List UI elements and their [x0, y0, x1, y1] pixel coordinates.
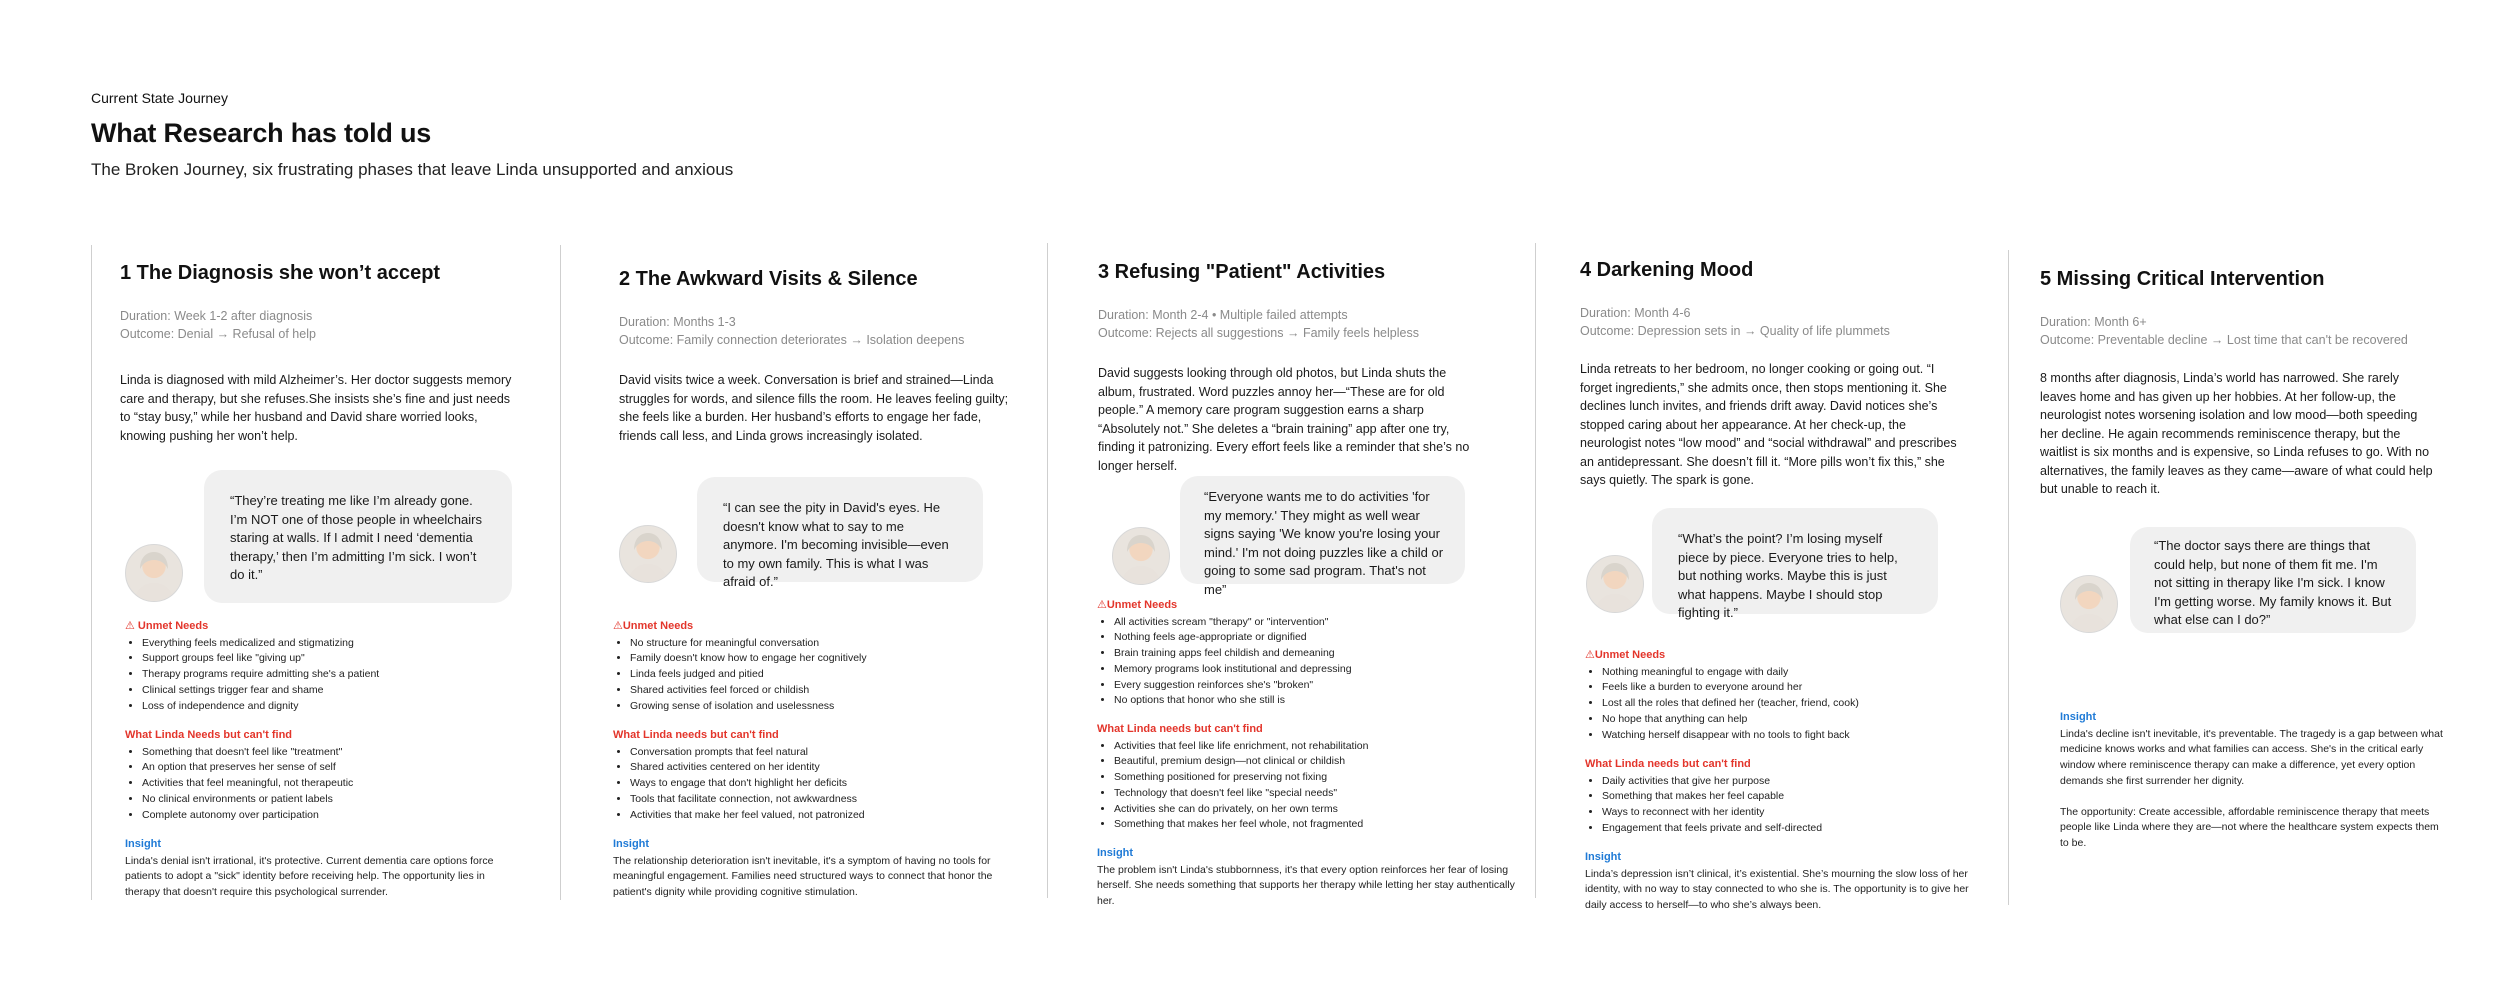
unmet-needs	[613, 619, 1013, 714]
linda-avatar	[619, 525, 677, 583]
insight-heading: Insight	[1585, 851, 1622, 863]
unmet-needs	[125, 619, 525, 714]
list-item: • Nothing feels age-appropriate or dignified	[1114, 630, 1497, 646]
list-item: • Conversation prompts that feel natural	[630, 745, 1013, 761]
phase-outcome: Outcome: Family connection deteriorates → Isolation deepens	[619, 333, 965, 347]
list-item: • Family doesn't know how to engage her cognitively	[630, 651, 1013, 667]
unmet-needs-heading: ⚠Unmet Needs	[1097, 599, 1178, 611]
page-title: What Research has told us	[91, 118, 432, 148]
list-item: • No options that honor who she still is	[1114, 693, 1497, 709]
unmet-needs-heading: ⚠Unmet Needs	[1585, 649, 1666, 661]
column-divider	[91, 245, 92, 900]
list-item: • Tools that facilitate connection, not awkwardness	[630, 792, 1013, 808]
linda-avatar	[125, 544, 183, 602]
list-item: • Growing sense of isolation and uselessness	[630, 699, 1013, 715]
list-item: • Something that makes her feel capable	[1602, 789, 1985, 805]
insight-text: Linda's decline isn't inevitable, it's preventable. The tragedy is a gap between what medicine knows works and what families can access. She's in the critical early window where reminiscence therapy can make a difference, yet every option demands she first surrender her dignity.	[2060, 727, 2443, 787]
insight-heading: Insight	[1097, 847, 1134, 859]
phase-outcome: Outcome: Denial → Refusal of help	[120, 327, 316, 341]
phase-outcome: Outcome: Depression sets in → Quality of life plummets	[1580, 324, 1890, 338]
list-item: • Activities that feel like life enrichment, not rehabilitation	[1114, 739, 1497, 755]
phase-duration: Duration: Week 1-2 after diagnosis	[120, 309, 313, 323]
phase-narrative: 8 months after diagnosis, Linda’s world has narrowed. She rarely leaves home and has given up her hobbies. At her follow-up, the neurologist notes worsening isolation and low mood—both speeding her decline. He again recommends reminiscence therapy, but the waitlist is six months and is expensive, so Linda refuses to go. With no alternatives, the family leaves as they came—aware of what could help but unable to reach it.	[2040, 371, 2433, 496]
phase-title: 3 Refusing "Patient" Activities	[1098, 261, 1386, 283]
phase-duration: Duration: Month 2-4 • Multiple failed attempts	[1098, 308, 1348, 322]
list-item: • Something that makes her feel whole, not fragmented	[1114, 817, 1497, 833]
insight-text: The problem isn't Linda's stubbornness, it's that every option reinforces her fear of losing herself. She needs something that supports her therapy while letting her stay authentically her.	[1097, 863, 1515, 908]
insight	[125, 837, 500, 901]
phase-narrative: Linda is diagnosed with mild Alzheimer’s. Her doctor suggests memory care and therapy, but she refuses.She insists she’s fine and just needs to “stay busy,” while her husband and David share worried looks, knowing pushing her won’t help.	[120, 373, 512, 443]
phase-narrative: David visits twice a week. Conversation is brief and strained—Linda struggles for words, and silence fills the room. He leaves feeling guilty; she feels like a burden. Her husband’s efforts to engage her fade, friends call less, and Linda grows increasingly isolated.	[619, 373, 1009, 443]
phase-duration: Duration: Month 4-6	[1580, 306, 1691, 320]
needs-cant-find-heading: What Linda needs but can't find	[1585, 758, 1751, 770]
insight-heading: Insight	[613, 838, 650, 850]
needs-cant-find-heading: What Linda Needs but can't find	[125, 729, 293, 741]
linda-quote: “What’s the point? I’m losing myself piece by piece. Everyone tries to help, but nothing works. Maybe this is just what happens. Maybe I should stop fighting it.”	[1652, 508, 1938, 614]
phase-duration: Duration: Month 6+	[2040, 315, 2147, 329]
needs-cant-find-heading: What Linda needs but can't find	[613, 729, 779, 741]
needs-cant-find-heading: What Linda needs but can't find	[1097, 723, 1263, 735]
column-divider	[560, 245, 561, 900]
phase-title: 5 Missing Critical Intervention	[2040, 268, 2325, 290]
insight	[2060, 710, 2445, 852]
list-item: • Ways to engage that don't highlight her deficits	[630, 776, 1013, 792]
list-item: • An option that preserves her sense of self	[142, 760, 525, 776]
list-item: • No hope that anything can help	[1602, 712, 1985, 728]
unmet-needs	[1585, 648, 1985, 743]
list-item: • Feels like a burden to everyone around her	[1602, 680, 1985, 696]
list-item: • Nothing meaningful to engage with daily	[1602, 665, 1985, 681]
phase-narrative: Linda retreats to her bedroom, no longer cooking or going out. “I forget ingredients,” she admits once, then stops mentioning it. She declines lunch invites, and friends drift away. David notices she’s stopped caring about her appearance. At her check-up, the neurologist notes “low mood” and “social withdrawal” and prescribes an antidepressant. She doesn’t fill it. “More pills won’t fix this,” she says quietly. The spark is gone.	[1580, 362, 1957, 487]
list-item: • Memory programs look institutional and depressing	[1114, 662, 1497, 678]
linda-avatar	[1586, 555, 1644, 613]
phase-title: 2 The Awkward Visits & Silence	[619, 268, 918, 290]
insight-heading: Insight	[125, 838, 162, 850]
page-eyebrow: Current State Journey	[91, 90, 228, 106]
list-item: • No clinical environments or patient labels	[142, 792, 525, 808]
list-item: • Everything feels medicalized and stigmatizing	[142, 636, 525, 652]
list-item: • Linda feels judged and pitied	[630, 667, 1013, 683]
list-item: • Every suggestion reinforces she's "broken"	[1114, 678, 1497, 694]
list-item: • All activities scream "therapy" or "intervention"	[1114, 615, 1497, 631]
list-item: • Loss of independence and dignity	[142, 699, 525, 715]
insight-text: Linda’s depression isn’t clinical, it’s existential. She’s mourning the slow loss of her identity, with no way to stay connected to who she is. The opportunity is to give her daily access to herself—to who she’s always been.	[1585, 867, 1969, 912]
needs-cant-find	[1097, 722, 1497, 833]
phase-title: 4 Darkening Mood	[1580, 259, 1754, 281]
linda-quote: “Everyone wants me to do activities 'for my memory.' They might as well wear signs saying 'We know you're losing your mind.' I'm not doing puzzles like a child or going to some sad program. That's not me”	[1180, 476, 1465, 584]
list-item: • Activities she can do privately, on her own terms	[1114, 802, 1497, 818]
phase-outcome: Outcome: Rejects all suggestions → Family feels helpless	[1098, 326, 1419, 340]
unmet-needs-heading: ⚠Unmet Needs	[613, 620, 694, 632]
list-item: • Activities that make her feel valued, not patronized	[630, 808, 1013, 824]
linda-avatar	[2060, 575, 2118, 633]
list-item: • Something that doesn't feel like "treatment"	[142, 745, 525, 761]
unmet-needs-heading: ⚠ Unmet Needs	[125, 620, 209, 632]
phase-title: 1 The Diagnosis she won’t accept	[120, 262, 441, 284]
list-item: • Watching herself disappear with no tools to fight back	[1602, 728, 1985, 744]
page-subtitle: The Broken Journey, six frustrating phases that leave Linda unsupported and anxious	[91, 160, 734, 179]
phase-duration: Duration: Months 1-3	[619, 315, 736, 329]
needs-cant-find	[125, 728, 525, 823]
phase-card-4	[1580, 259, 1960, 490]
linda-quote: “The doctor says there are things that could help, but none of them fit me. I'm not sitting in therapy like I'm sick. I know I'm getting worse. My family knows it. But what else can I do?”	[2130, 527, 2416, 633]
list-item: • No structure for meaningful conversation	[630, 636, 1013, 652]
list-item: • Daily activities that give her purpose	[1602, 774, 1985, 790]
linda-avatar	[1112, 527, 1170, 585]
insight-text: The relationship deterioration isn't inevitable, it's a symptom of having no tools for meaningful engagement. Families need structured ways to connect that honor the patient's dignity while providing cognitive stimulation.	[613, 854, 993, 899]
insight-text: Linda's denial isn't irrational, it's protective. Current dementia care options force patients to adopt a "sick" identity before receiving help. The opportunity lies in therapy that doesn't require this psychological surrender.	[125, 854, 494, 899]
column-divider	[1047, 243, 1048, 898]
list-item: • Shared activities centered on her identity	[630, 760, 1013, 776]
unmet-needs	[1097, 598, 1497, 709]
insight-heading: Insight	[2060, 711, 2097, 723]
needs-cant-find	[613, 728, 1013, 823]
column-divider	[1535, 243, 1536, 898]
list-item: • Technology that doesn't feel like "special needs"	[1114, 786, 1497, 802]
phase-card-2	[619, 268, 1009, 445]
phase-narrative: David suggests looking through old photos, but Linda shuts the album, frustrated. Word puzzles annoy her—“These are for old people.” A memory care program suggestion earns a sharp “Absolutely not.” She deletes a “brain training” app after one try, finding it patronizing. Every effort feels like a reminder that she’s no longer herself.	[1098, 366, 1470, 473]
list-item: • Activities that feel meaningful, not therapeutic	[142, 776, 525, 792]
linda-quote: “They’re treating me like I’m already gone. I’m NOT one of those people in wheelchairs staring at walls. If I admit I need ‘dementia therapy,’ then I’m admitting I’m sick. I won’t do it.”	[204, 470, 512, 603]
list-item: • Therapy programs require admitting she's a patient	[142, 667, 525, 683]
phase-card-5	[2040, 268, 2435, 499]
phase-outcome: Outcome: Preventable decline → Lost time that can't be recovered	[2040, 333, 2408, 347]
linda-quote: “I can see the pity in David's eyes. He doesn't know what to say to me anymore. I'm becoming invisible—even to my own family. This is what I was afraid of.”	[697, 477, 983, 582]
list-item: • Something positioned for preserving not fixing	[1114, 770, 1497, 786]
phase-card-1	[120, 262, 520, 445]
list-item: • Engagement that feels private and self-directed	[1602, 821, 1985, 837]
list-item: • Beautiful, premium design—not clinical or childish	[1114, 754, 1497, 770]
insight	[613, 837, 998, 901]
column-divider	[2008, 250, 2009, 905]
insight-opportunity-text: The opportunity: Create accessible, affordable reminiscence therapy that meets people like Linda where they are—not where the healthcare system expects them to be.	[2060, 805, 2439, 849]
list-item: • Brain training apps feel childish and demeaning	[1114, 646, 1497, 662]
list-item: • Clinical settings trigger fear and shame	[142, 683, 525, 699]
list-item: • Complete autonomy over participation	[142, 808, 525, 824]
insight	[1585, 850, 1985, 914]
insight	[1097, 846, 1517, 910]
list-item: • Support groups feel like "giving up"	[142, 651, 525, 667]
phase-card-3	[1098, 261, 1473, 475]
list-item: • Shared activities feel forced or childish	[630, 683, 1013, 699]
list-item: • Lost all the roles that defined her (teacher, friend, cook)	[1602, 696, 1985, 712]
list-item: • Ways to reconnect with her identity	[1602, 805, 1985, 821]
needs-cant-find	[1585, 757, 1985, 837]
